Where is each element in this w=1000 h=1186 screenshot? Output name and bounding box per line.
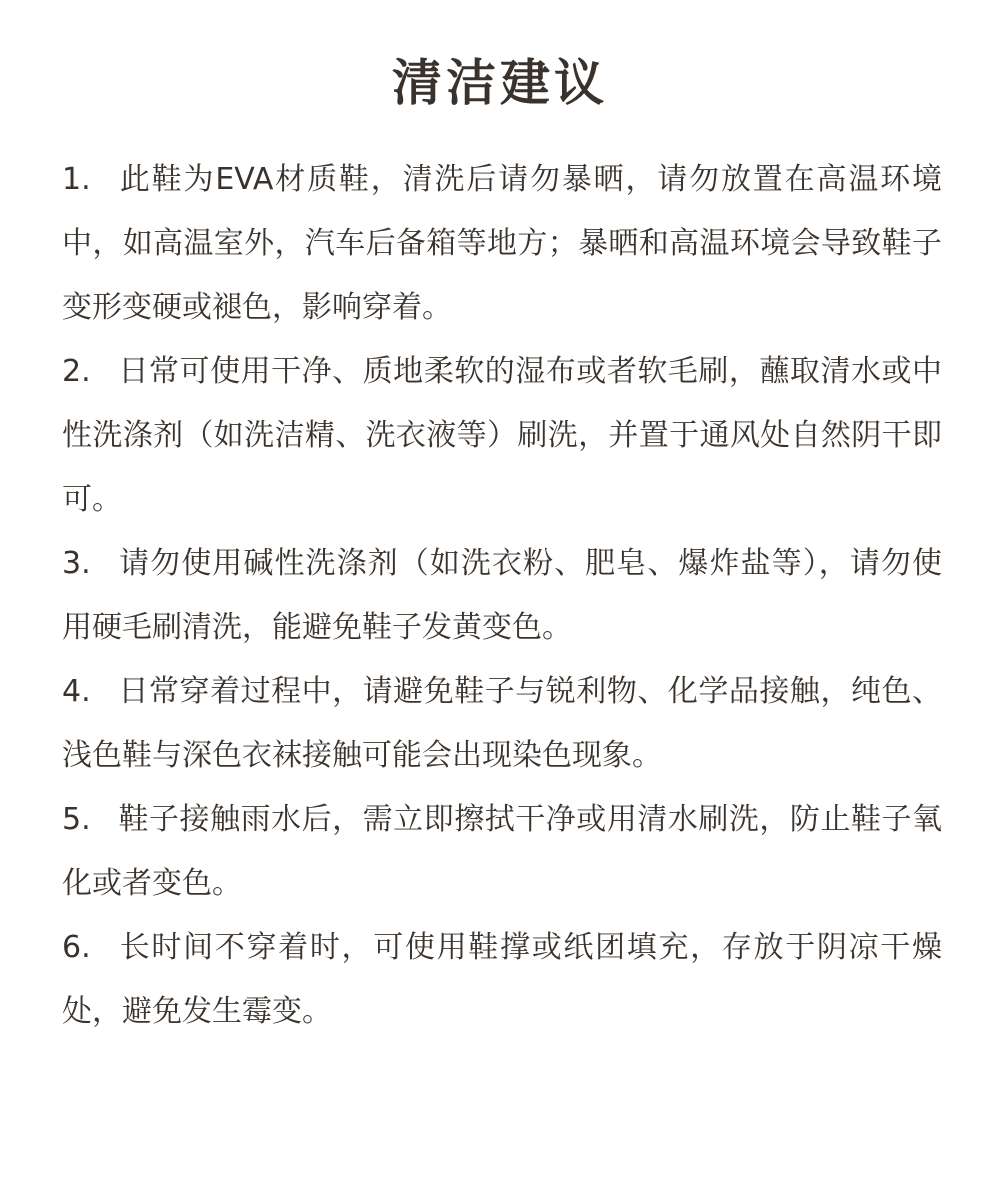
item-number: 3. [62, 546, 91, 581]
item-text: 长时间不穿着时，可使用鞋撑或纸团填充，存放于阴凉干燥处，避免发生霉变。 [62, 930, 942, 1029]
list-item [62, 340, 942, 532]
item-text: 请勿使用碱性洗涤剂（如洗衣粉、肥皂、爆炸盐等），请勿使用硬毛刷清洗，能避免鞋子发黄变色。 [62, 546, 942, 645]
list-item [62, 916, 942, 1044]
item-number: 2. [62, 354, 91, 389]
item-text: 鞋子接触雨水后，需立即擦拭干净或用清水刷洗，防止鞋子氧化或者变色。 [62, 802, 942, 901]
item-number: 5. [62, 802, 91, 837]
list-item [62, 788, 942, 916]
item-number: 4. [62, 674, 91, 709]
item-number: 1. [62, 162, 91, 197]
item-number: 6. [62, 930, 91, 965]
list-item [62, 532, 942, 660]
item-text: 此鞋为EVA材质鞋，清洗后请勿暴晒，请勿放置在高温环境中，如高温室外，汽车后备箱等地方；暴晒和高温环境会导致鞋子变形变硬或褪色，影响穿着。 [62, 162, 942, 325]
item-text: 日常可使用干净、质地柔软的湿布或者软毛刷，蘸取清水或中性洗涤剂（如洗洁精、洗衣液等）刷洗，并置于通风处自然阴干即可。 [62, 354, 942, 517]
cleaning-tips-list [62, 148, 942, 1044]
list-item [62, 660, 942, 788]
page-title: 清洁建议 [392, 53, 608, 112]
item-text: 日常穿着过程中，请避免鞋子与锐利物、化学品接触，纯色、浅色鞋与深色衣袜接触可能会出现染色现象。 [62, 674, 942, 773]
list-item [62, 148, 942, 340]
